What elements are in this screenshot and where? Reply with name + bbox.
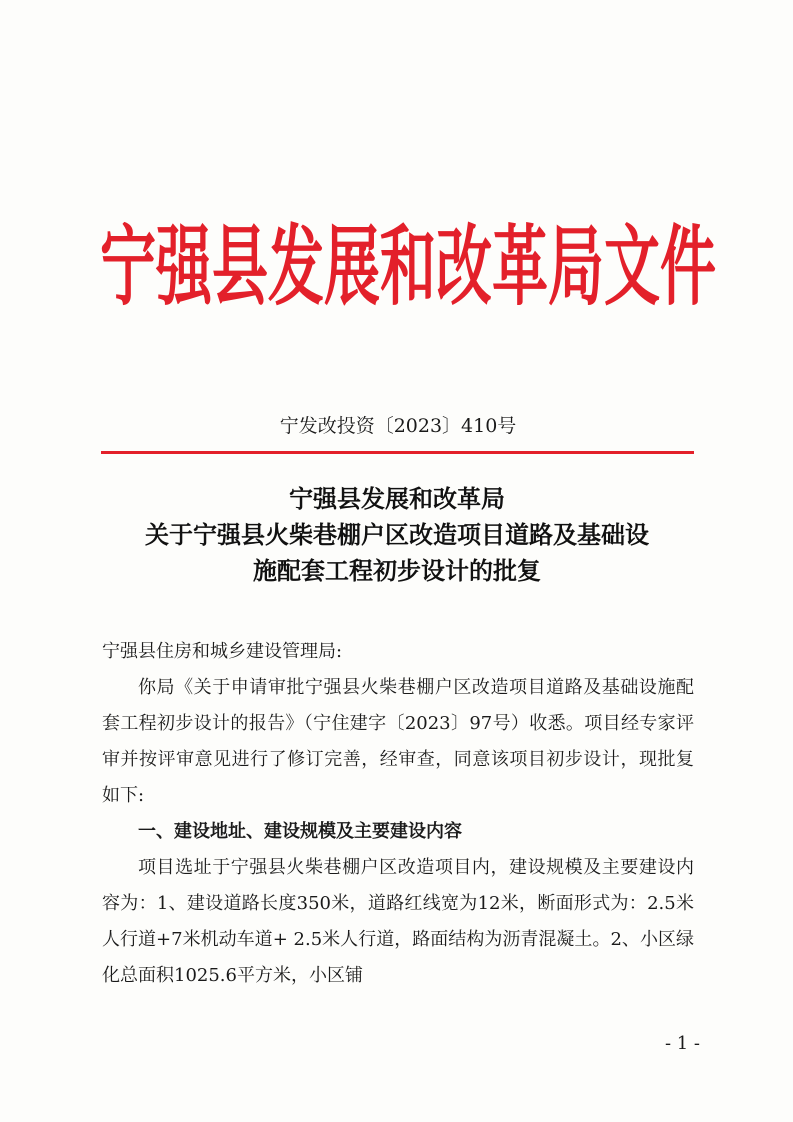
title-line-3: 施配套工程初步设计的批复 (253, 557, 541, 585)
body-paragraph: 你局《关于申请审批宁强县火柴巷棚户区改造项目道路及基础设施配套工程初步设计的报告》（宁住建字〔2023〕97号）收悉。项目经专家评审并按评审意见进行了修订完善，经审查，同意该项目初步设计，现批复如下: (102, 677, 694, 806)
page-number: - 1 - (664, 1033, 700, 1054)
recipient-line: 宁强县住房和城乡建设管理局: (102, 641, 343, 662)
red-divider-line (101, 451, 694, 454)
document-title (80, 481, 714, 589)
section-heading: 一、建设地址、建设规模及主要建设内容 (138, 821, 462, 842)
document-body (102, 634, 694, 994)
section-paragraph: 项目选址于宁强县火柴巷棚户区改造项目内，建设规模及主要建设内容为：1、建设道路长度350米，道路红线宽为12米，断面形式为：2.5米人行道+7米机动车道+ 2.5米人行道，路面结构为沥青混凝土。2、小区绿化总面积1025.6平方米，小区铺 (102, 857, 694, 986)
document-masthead: 宁强县发展和改革局文件 (100, 217, 716, 319)
document-number: 宁发改投资〔2023〕410号 (279, 415, 517, 437)
title-line-1: 宁强县发展和改革局 (289, 485, 505, 513)
title-line-2: 关于宁强县火柴巷棚户区改造项目道路及基础设 (145, 521, 649, 549)
